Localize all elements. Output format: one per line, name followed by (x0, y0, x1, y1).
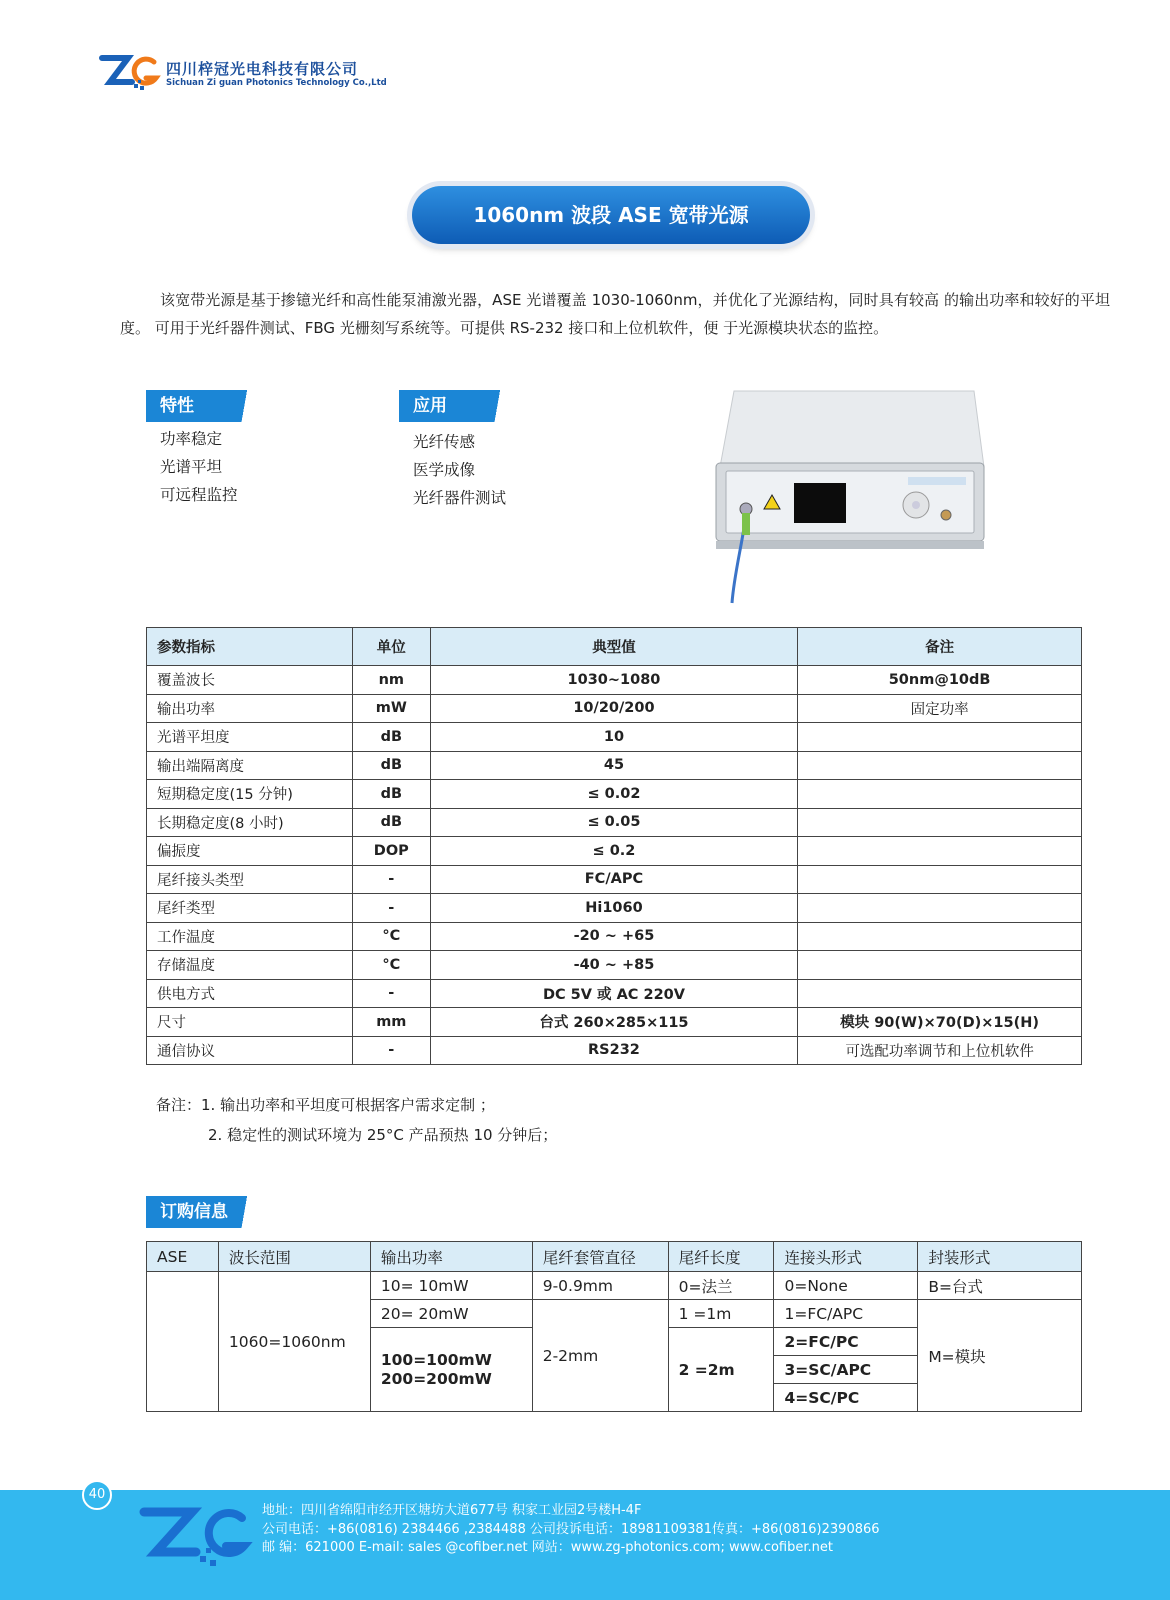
spec-param-cell: 偏振度 (147, 837, 353, 866)
spec-param-cell: 尾纤接头类型 (147, 865, 353, 894)
spec-value-cell: 10/20/200 (430, 694, 797, 723)
spec-value-cell: ≤ 0.2 (430, 837, 797, 866)
order-wavelength-cell: 1060=1060nm (218, 1272, 370, 1412)
note-line: 备注：1. 输出功率和平坦度可根据客户需求定制 ； (156, 1096, 495, 1114)
spec-value-cell: Hi1060 (430, 894, 797, 923)
spec-note-cell: 模块 90(W)×70(D)×15(H) (798, 1008, 1082, 1037)
footer-phone: 公司电话：+86(0816) 2384466 ,2384488 公司投诉电话：18981109381传真：+86(0816)2390866 (262, 1521, 880, 1537)
order-header-cell: 尾纤套管直径 (532, 1242, 668, 1272)
device-photo (712, 385, 988, 605)
spec-note-cell (798, 837, 1082, 866)
spec-header-cell: 参数指标 (147, 628, 353, 666)
spec-row (147, 780, 1082, 809)
order-power-cell: 20= 20mW (370, 1300, 532, 1328)
page-title: 1060nm 波段 ASE 宽带光源 (412, 186, 810, 244)
order-length-cell: 1 =1m (668, 1300, 774, 1328)
spec-unit-cell: - (352, 979, 430, 1008)
spec-unit-cell: dB (352, 780, 430, 809)
spec-unit-cell: °C (352, 922, 430, 951)
footer-logo-icon (134, 1500, 258, 1570)
order-connector-cell: 3=SC/APC (774, 1356, 918, 1384)
intro-paragraph: 该宽带光源是基于掺镱光纤和高性能泵浦激光器，ASE 光谱覆盖 1030-1060nm，并优化了光源结构，同时具有较高 的输出功率和较好的平坦度。 可用于光纤器件测试、FBG 光栅刻写系统等。可提供 RS-232 接口和上位机软件，便 于光源模块状态的监控。 (120, 291, 1110, 337)
spec-value-cell: 45 (430, 751, 797, 780)
spec-note-cell (798, 780, 1082, 809)
spec-note-cell (798, 894, 1082, 923)
spec-unit-cell: - (352, 1036, 430, 1065)
order-power-line: 200=200mW (380, 1369, 492, 1388)
spec-row (147, 1036, 1082, 1065)
spec-param-cell: 通信协议 (147, 1036, 353, 1065)
order-connector-cell: 0=None (774, 1272, 918, 1300)
footer-contact (262, 1502, 880, 1558)
spec-value-cell: -40 ~ +85 (430, 951, 797, 980)
company-name-en: Sichuan Zi guan Photonics Technology Co.,Ltd (166, 78, 387, 88)
order-header-cell: 尾纤长度 (668, 1242, 774, 1272)
spec-row (147, 808, 1082, 837)
applications-tag: 应用 (399, 390, 523, 422)
spec-note-cell (798, 951, 1082, 980)
order-header-cell: 波长范围 (218, 1242, 370, 1272)
spec-header-cell: 单位 (352, 628, 430, 666)
spec-header-row (147, 628, 1082, 666)
company-logo-icon (98, 52, 162, 92)
order-sleeve-cell: 2-2mm (532, 1300, 668, 1412)
feature-item: 功率稳定 (160, 430, 223, 448)
spec-param-cell: 短期稳定度(15 分钟) (147, 780, 353, 809)
spec-value-cell: ≤ 0.05 (430, 808, 797, 837)
spec-value-cell: FC/APC (430, 865, 797, 894)
order-connector-cell: 2=FC/PC (774, 1328, 918, 1356)
spec-unit-cell: nm (352, 666, 430, 695)
spec-row (147, 1008, 1082, 1037)
order-header-cell: 封装形式 (918, 1242, 1082, 1272)
order-connector-cell: 4=SC/PC (774, 1384, 918, 1412)
spec-value-cell: ≤ 0.02 (430, 780, 797, 809)
order-power-line: 100=100mW (380, 1350, 492, 1369)
order-package-cell: B=台式 (918, 1272, 1082, 1300)
spec-param-cell: 尾纤类型 (147, 894, 353, 923)
spec-note-cell: 可选配功率调节和上位机软件 (798, 1036, 1082, 1065)
spec-value-cell: 台式 260×285×115 (430, 1008, 797, 1037)
feature-item: 光谱平坦 (160, 458, 223, 476)
spec-note-cell: 50nm@10dB (798, 666, 1082, 695)
spec-param-cell: 存储温度 (147, 951, 353, 980)
footer-post: 邮 编：621000 E-mail: sales @cofiber.net 网站：www.zg-photonics.com; www.cofiber.net (262, 1540, 833, 1555)
spec-param-cell: 输出功率 (147, 694, 353, 723)
spec-value-cell: RS232 (430, 1036, 797, 1065)
spec-note-cell (798, 865, 1082, 894)
spec-unit-cell: dB (352, 808, 430, 837)
order-header-cell: 连接头形式 (774, 1242, 918, 1272)
order-length-cell: 0=法兰 (668, 1272, 774, 1300)
spec-row (147, 922, 1082, 951)
spec-param-cell: 工作温度 (147, 922, 353, 951)
features-tag: 特性 (146, 390, 270, 422)
spec-param-cell: 供电方式 (147, 979, 353, 1008)
company-name-cn: 四川梓冠光电科技有限公司 (166, 60, 359, 78)
spec-unit-cell: mm (352, 1008, 430, 1037)
application-item: 光纤器件测试 (413, 489, 507, 507)
spec-param-cell: 尺寸 (147, 1008, 353, 1037)
spec-header-cell: 备注 (798, 628, 1082, 666)
applications-list (413, 428, 506, 512)
application-item: 光纤传感 (413, 433, 476, 451)
spec-row (147, 979, 1082, 1008)
order-tag: 订购信息 (146, 1196, 270, 1228)
spec-value-cell: DC 5V 或 AC 220V (430, 979, 797, 1008)
spec-row (147, 723, 1082, 752)
spec-value-cell: 1030~1080 (430, 666, 797, 695)
spec-unit-cell: dB (352, 751, 430, 780)
order-connector-cell: 1=FC/APC (774, 1300, 918, 1328)
features-list (160, 425, 238, 509)
spec-value-cell: 10 (430, 723, 797, 752)
spec-row (147, 694, 1082, 723)
spec-unit-cell: DOP (352, 837, 430, 866)
spec-param-cell: 输出端隔离度 (147, 751, 353, 780)
spec-unit-cell: - (352, 894, 430, 923)
order-sleeve-cell: 9-0.9mm (532, 1272, 668, 1300)
note-line: 2. 稳定性的测试环境为 25°C 产品预热 10 分钟后； (208, 1126, 558, 1144)
spec-note-cell (798, 723, 1082, 752)
spec-note-cell (798, 922, 1082, 951)
order-table (146, 1241, 1082, 1412)
spec-note-cell (798, 808, 1082, 837)
spec-row (147, 865, 1082, 894)
feature-item: 可远程监控 (160, 486, 238, 504)
order-row (147, 1272, 1082, 1300)
spec-header-cell: 典型值 (430, 628, 797, 666)
spec-param-cell: 光谱平坦度 (147, 723, 353, 752)
spec-row (147, 666, 1082, 695)
order-header-cell: ASE (147, 1242, 219, 1272)
spec-note-cell (798, 751, 1082, 780)
notes (156, 1090, 557, 1150)
page-number: 40 (82, 1480, 112, 1510)
spec-unit-cell: - (352, 865, 430, 894)
spec-param-cell: 覆盖波长 (147, 666, 353, 695)
spec-table (146, 627, 1082, 1065)
spec-row (147, 751, 1082, 780)
application-item: 医学成像 (413, 461, 476, 479)
spec-row (147, 951, 1082, 980)
spec-unit-cell: °C (352, 951, 430, 980)
order-length-cell: 2 =2m (668, 1328, 774, 1412)
spec-note-cell (798, 979, 1082, 1008)
order-header-cell: 输出功率 (370, 1242, 532, 1272)
spec-row (147, 837, 1082, 866)
spec-param-cell: 长期稳定度(8 小时) (147, 808, 353, 837)
order-ase-cell (147, 1272, 219, 1412)
spec-value-cell: -20 ~ +65 (430, 922, 797, 951)
order-package-cell: M=模块 (918, 1300, 1082, 1412)
spec-unit-cell: mW (352, 694, 430, 723)
spec-note-cell: 固定功率 (798, 694, 1082, 723)
footer-address: 地址：四川省绵阳市经开区塘坊大道677号 积家工业园2号楼H-4F (262, 1503, 642, 1518)
order-power-cell: 10= 10mW (370, 1272, 532, 1300)
order-header-row (147, 1242, 1082, 1272)
spec-unit-cell: dB (352, 723, 430, 752)
order-power-cell (370, 1328, 532, 1412)
spec-row (147, 894, 1082, 923)
